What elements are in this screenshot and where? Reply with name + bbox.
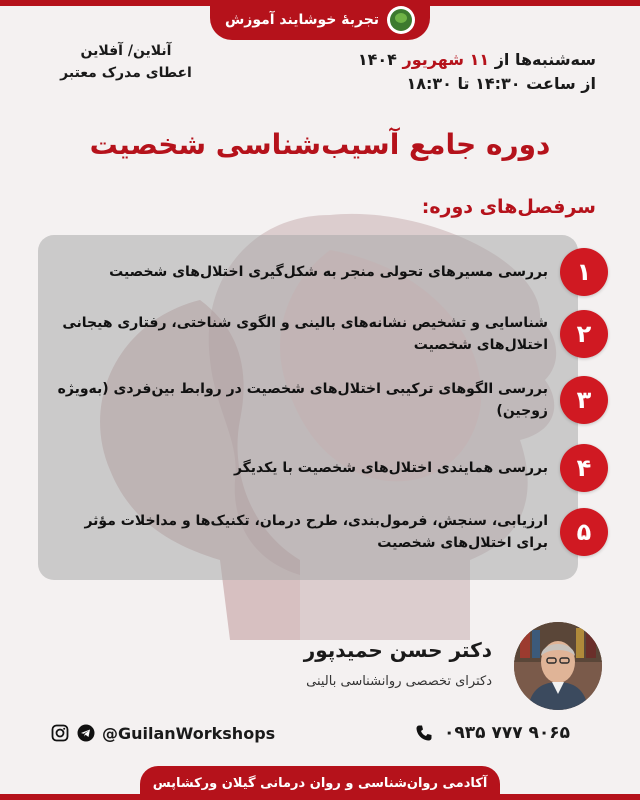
topic-number: ۳ — [560, 376, 608, 424]
topic-item — [38, 310, 608, 358]
instagram-icon[interactable] — [50, 723, 70, 743]
bottom-right-line — [490, 794, 640, 800]
topic-text: ارزیابی، سنجش، فرمول‌بندی، طرح درمان، تکنیک‌ها و مداخلات مؤثر برای اختلال‌های شخصیت — [84, 513, 548, 551]
topic-text: شناسایی و تشخیص نشانه‌های بالینی و الگوی شناختی، رفتاری هیجانی اختلال‌های شخصیت — [62, 315, 548, 353]
topic-number: ۱ — [560, 248, 608, 296]
bottom-left-line — [0, 794, 150, 800]
topic-number: ۲ — [560, 310, 608, 358]
topic-item — [38, 508, 608, 556]
telegram-icon[interactable] — [76, 723, 96, 743]
instructor-photo — [514, 622, 602, 710]
topic-text: بررسی همایندی اختلال‌های شخصیت با یکدیگر — [233, 460, 548, 476]
schedule-info — [336, 48, 596, 96]
top-left-line — [0, 0, 210, 6]
mode-line-certificate: اعطای مدرک معتبر — [60, 65, 192, 81]
phone-contact — [414, 723, 570, 743]
page-title: دوره جامع آسیب‌شناسی شخصیت — [89, 128, 551, 161]
footer-text: آکادمی روان‌شناسی و روان درمانی گیلان ورکشاپس — [152, 775, 488, 791]
date-prefix: سه‌شنبه‌ها از — [494, 50, 596, 69]
social-links — [50, 723, 275, 743]
time-line: از ساعت ۱۴:۳۰ تا ۱۸:۳۰ — [406, 74, 596, 93]
phone-number[interactable]: ۰۹۳۵ ۷۷۷ ۹۰۶۵ — [444, 723, 570, 743]
instructor-name: دکتر حسن حمیدپور — [303, 638, 492, 662]
topic-item — [38, 376, 608, 424]
topic-text: بررسی مسیرهای تحولی منجر به شکل‌گیری اختلال‌های شخصیت — [109, 264, 548, 280]
org-name: تجربهٔ خوشایند آموزش — [224, 12, 380, 28]
footer-pill — [140, 766, 500, 800]
topics-title: سرفصل‌های دوره: — [421, 196, 596, 218]
delivery-mode — [46, 40, 206, 84]
top-banner-pill — [210, 0, 430, 40]
topic-number: ۵ — [560, 508, 608, 556]
instructor-card — [62, 622, 602, 710]
topic-item — [38, 248, 608, 296]
social-handle[interactable]: @GuilanWorkshops — [102, 723, 276, 743]
top-right-line — [430, 0, 640, 6]
contact-row — [50, 720, 570, 746]
topic-text: بررسی الگوهای ترکیبی اختلال‌های شخصیت در روابط بین‌فردی (به‌ویژه زوجین) — [57, 381, 548, 419]
bottom-banner — [0, 764, 640, 800]
topic-number: ۴ — [560, 444, 608, 492]
mode-line-online: آنلاین/ آفلاین — [80, 43, 172, 59]
tree-logo-icon — [387, 6, 415, 34]
phone-icon — [414, 723, 434, 743]
topic-item — [38, 444, 608, 492]
date-line — [336, 48, 596, 72]
date-year: ۱۴۰۴ — [357, 50, 397, 69]
date-highlight: ۱۱ شهریور — [402, 50, 490, 69]
instructor-role: دکترای تخصصی روانشناسی بالینی — [306, 674, 492, 689]
